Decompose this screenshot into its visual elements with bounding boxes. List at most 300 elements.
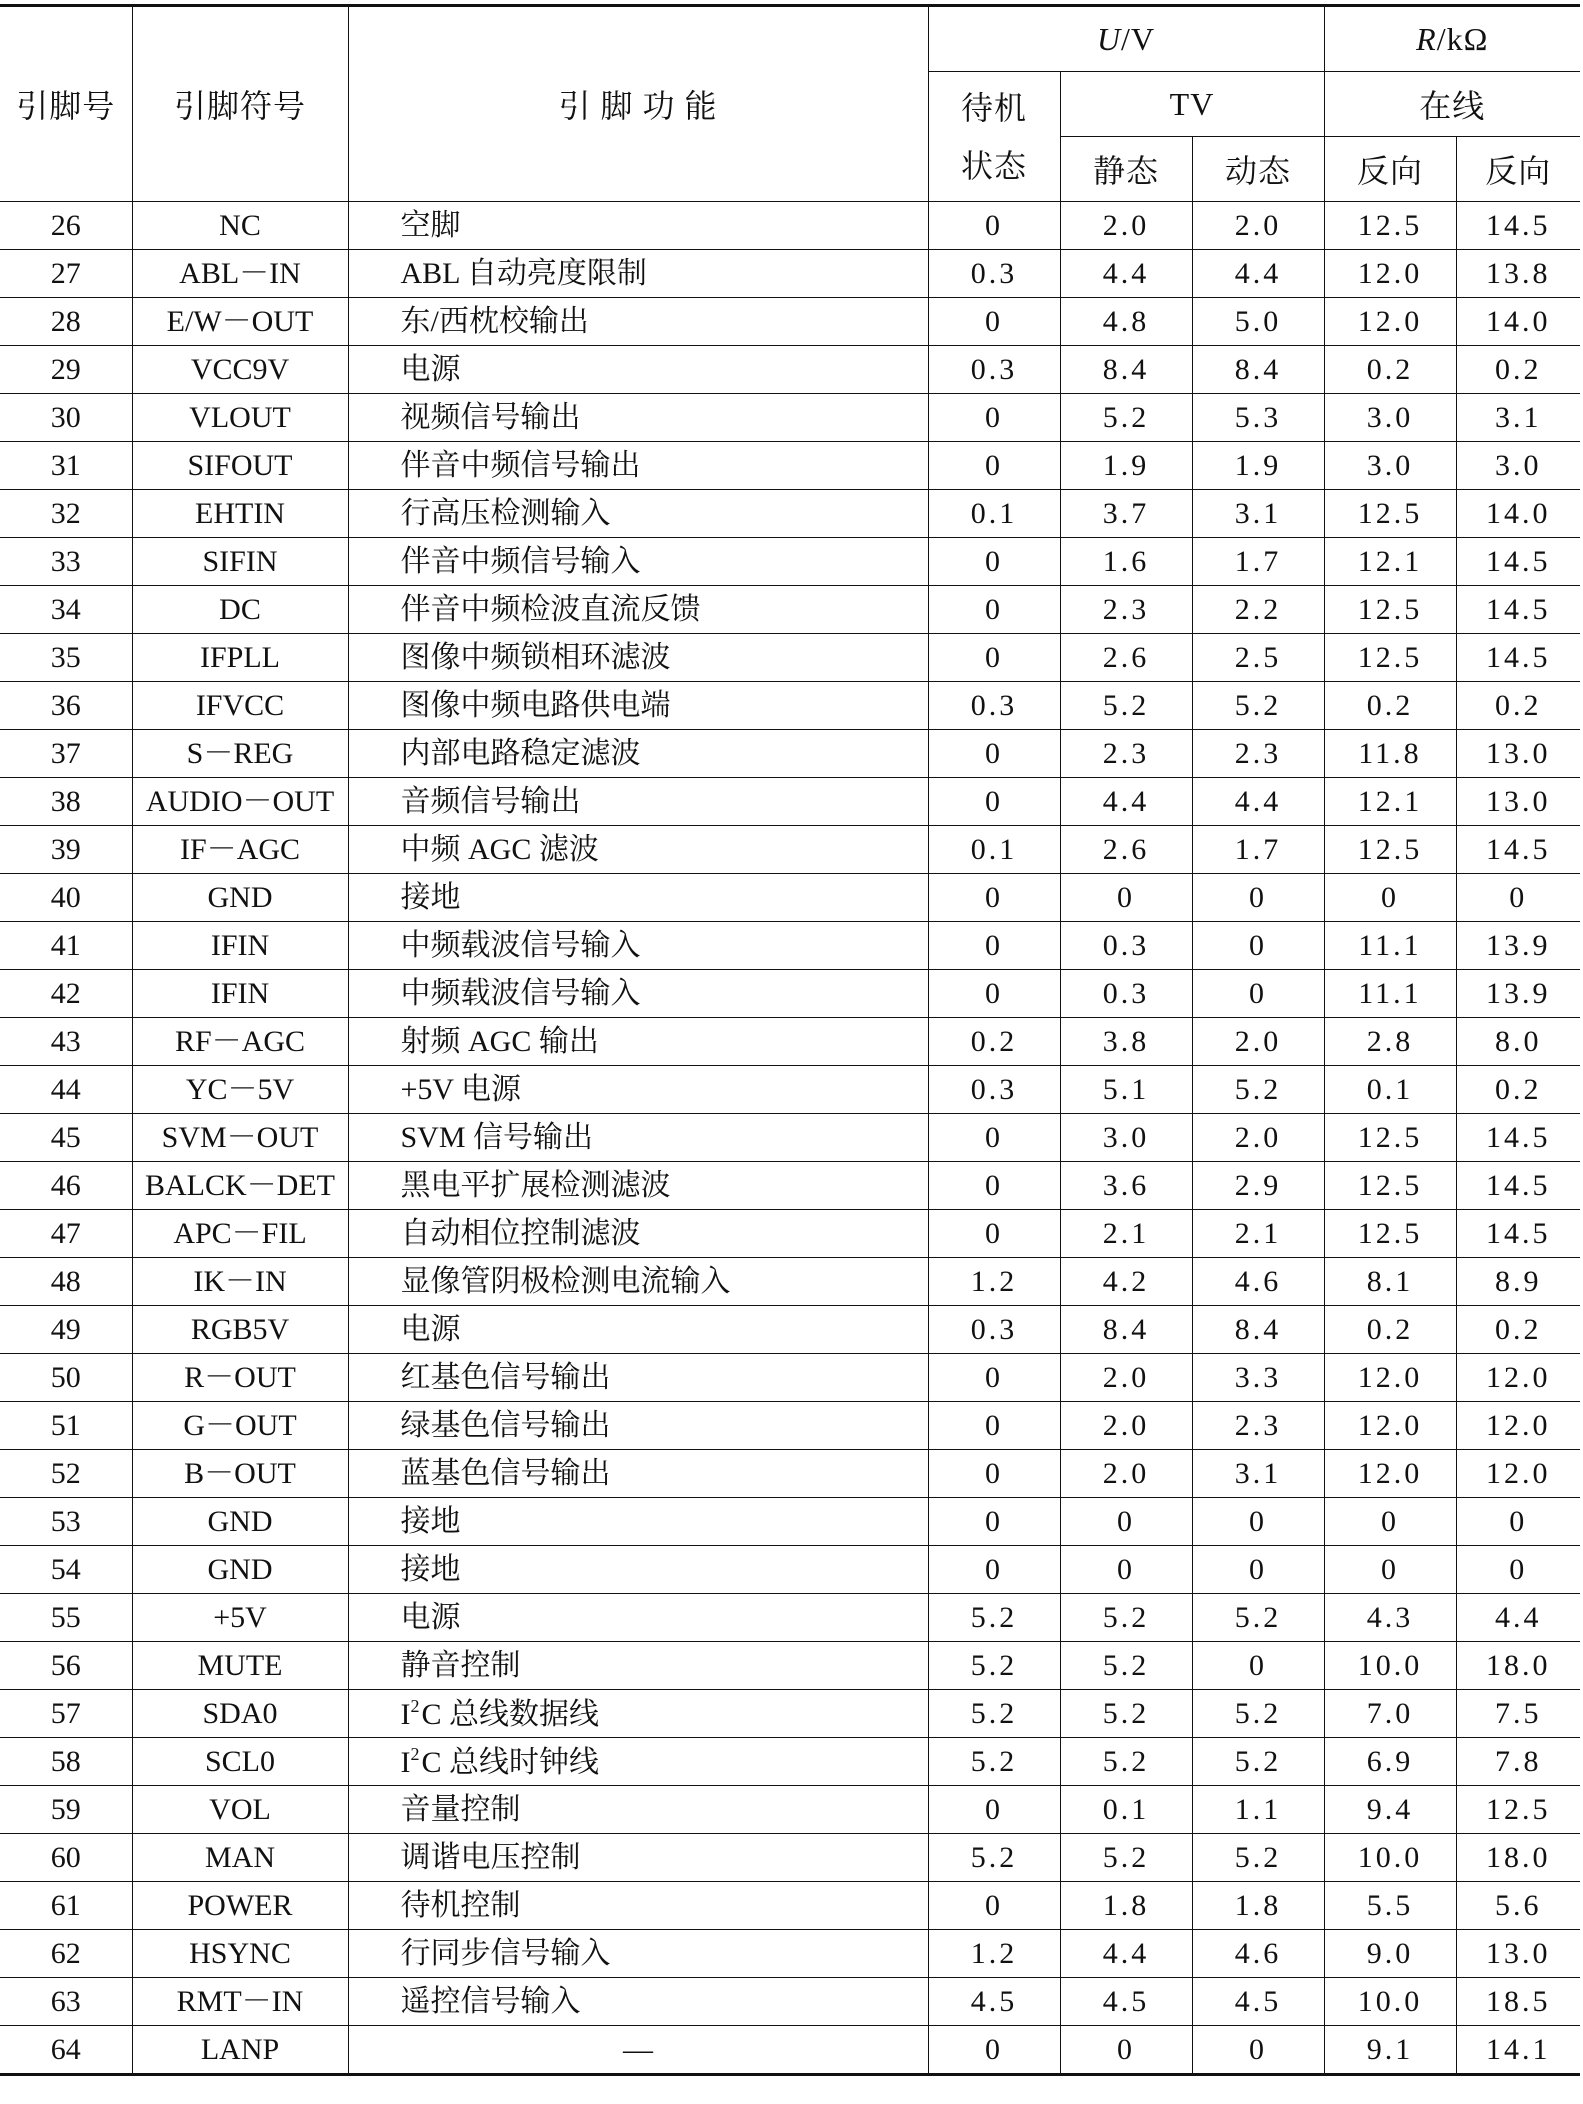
standby-voltage-cell: 0 [928, 1786, 1060, 1834]
pin-number-cell: 48 [0, 1258, 132, 1306]
standby-voltage-cell: 0 [928, 1498, 1060, 1546]
static-voltage-cell: 1.8 [1060, 1882, 1192, 1930]
pin-no-header: 引脚号 [0, 6, 132, 202]
pin-number-cell: 58 [0, 1738, 132, 1786]
function-text: 射频 AGC 输出 [400, 1024, 599, 1058]
reverse-resistance-cell-1: 12.5 [1324, 490, 1456, 538]
function-text: 行高压检测输入 [400, 496, 611, 530]
dynamic-voltage-cell: 1.7 [1192, 538, 1324, 586]
dynamic-voltage-cell: 0 [1192, 1642, 1324, 1690]
pin-number-cell: 37 [0, 730, 132, 778]
function-text: 音频信号输出 [400, 784, 581, 818]
pin-function-cell [348, 874, 928, 922]
pin-symbol-cell: RGB5V [132, 1306, 348, 1354]
dynamic-voltage-cell: 0 [1192, 970, 1324, 1018]
pin-symbol-cell: HSYNC [132, 1930, 348, 1978]
reverse-resistance-cell-1: 10.0 [1324, 1834, 1456, 1882]
pin-symbol-cell: IFIN [132, 970, 348, 1018]
reverse-resistance-cell-2: 14.5 [1456, 538, 1580, 586]
pin-number-cell: 28 [0, 298, 132, 346]
dynamic-voltage-cell: 2.0 [1192, 202, 1324, 250]
table-row [0, 346, 1580, 394]
dynamic-voltage-cell: 0 [1192, 922, 1324, 970]
pin-function-cell [348, 1114, 928, 1162]
function-text: 接地 [400, 1552, 461, 1586]
static-voltage-cell: 5.2 [1060, 1738, 1192, 1786]
pin-symbol-cell: SIFIN [132, 538, 348, 586]
pin-function-cell [348, 682, 928, 730]
pin-symbol-cell: GND [132, 1546, 348, 1594]
table-row [0, 1738, 1580, 1786]
pin-function-cell [348, 1546, 928, 1594]
function-text: +5V 电源 [400, 1072, 522, 1106]
reverse-resistance-cell-2: 13.0 [1456, 778, 1580, 826]
pin-function-cell [348, 538, 928, 586]
pin-number-cell: 47 [0, 1210, 132, 1258]
pin-symbol-cell: IK－IN [132, 1258, 348, 1306]
pin-number-cell: 50 [0, 1354, 132, 1402]
function-text: 中频 AGC 滤波 [400, 832, 599, 866]
reverse-resistance-cell-1: 2.8 [1324, 1018, 1456, 1066]
table-row [0, 1690, 1580, 1738]
static-voltage-cell: 3.8 [1060, 1018, 1192, 1066]
function-text: 中频载波信号输入 [400, 928, 641, 962]
pin-function-cell [348, 1978, 928, 2026]
pin-function-cell [348, 586, 928, 634]
standby-voltage-cell: 0 [928, 1210, 1060, 1258]
dynamic-voltage-cell: 3.3 [1192, 1354, 1324, 1402]
pin-number-cell: 55 [0, 1594, 132, 1642]
pin-symbol-header: 引脚符号 [132, 6, 348, 202]
pin-function-cell [348, 1498, 928, 1546]
pin-function-cell [348, 634, 928, 682]
reverse-resistance-cell-1: 12.5 [1324, 826, 1456, 874]
reverse-resistance-cell-2: 0.2 [1456, 346, 1580, 394]
reverse-resistance-cell-2: 0.2 [1456, 1306, 1580, 1354]
function-text: 伴音中频信号输出 [400, 448, 641, 482]
dynamic-voltage-cell: 5.2 [1192, 1690, 1324, 1738]
standby-voltage-cell: 0 [928, 970, 1060, 1018]
pin-symbol-cell: IFIN [132, 922, 348, 970]
pin-symbol-cell: IFPLL [132, 634, 348, 682]
static-voltage-cell: 5.2 [1060, 1594, 1192, 1642]
standby-voltage-cell: 5.2 [928, 1594, 1060, 1642]
reverse-resistance-cell-1: 11.1 [1324, 922, 1456, 970]
reverse-resistance-cell-2: 14.5 [1456, 586, 1580, 634]
table-row [0, 1066, 1580, 1114]
reverse-resistance-cell-1: 7.0 [1324, 1690, 1456, 1738]
static-voltage-cell: 4.5 [1060, 1978, 1192, 2026]
reverse-resistance-cell-1: 0.2 [1324, 346, 1456, 394]
function-prefix: I [400, 1698, 411, 1731]
dynamic-voltage-cell: 1.7 [1192, 826, 1324, 874]
function-text: 音量控制 [400, 1792, 521, 1826]
function-prefix: I [400, 1746, 411, 1779]
dynamic-voltage-cell: 5.0 [1192, 298, 1324, 346]
dynamic-voltage-cell: 4.5 [1192, 1978, 1324, 2026]
dynamic-voltage-cell: 4.4 [1192, 778, 1324, 826]
table-row [0, 682, 1580, 730]
static-voltage-cell: 2.0 [1060, 1450, 1192, 1498]
reverse-resistance-cell-2: 12.0 [1456, 1354, 1580, 1402]
reverse-resistance-cell-2: 14.0 [1456, 490, 1580, 538]
pin-function-cell [348, 730, 928, 778]
pin-number-cell: 30 [0, 394, 132, 442]
dynamic-voltage-cell: 0 [1192, 874, 1324, 922]
function-text: ABL 自动亮度限制 [400, 256, 647, 290]
standby-voltage-cell: 0 [928, 202, 1060, 250]
standby-voltage-cell: 0 [928, 634, 1060, 682]
function-text: 中频载波信号输入 [400, 976, 641, 1010]
reverse-resistance-cell-1: 12.0 [1324, 1450, 1456, 1498]
reverse-header-2: 反向 [1456, 137, 1580, 202]
dynamic-voltage-cell: 1.9 [1192, 442, 1324, 490]
pin-number-cell: 33 [0, 538, 132, 586]
reverse-resistance-cell-1: 0.1 [1324, 1066, 1456, 1114]
pin-symbol-cell: AUDIO－OUT [132, 778, 348, 826]
reverse-resistance-cell-2: 0 [1456, 1498, 1580, 1546]
reverse-resistance-cell-1: 0 [1324, 1498, 1456, 1546]
pin-number-cell: 36 [0, 682, 132, 730]
pin-number-cell: 29 [0, 346, 132, 394]
pin-function-cell [348, 1018, 928, 1066]
pin-symbol-cell: RF－AGC [132, 1018, 348, 1066]
pin-function-cell [348, 1258, 928, 1306]
pin-function-header: 引 脚 功 能 [348, 6, 928, 202]
pin-function-cell [348, 394, 928, 442]
dynamic-voltage-cell: 5.2 [1192, 1066, 1324, 1114]
pin-function-cell [348, 1642, 928, 1690]
function-text: C 总线时钟线 [421, 1746, 600, 1779]
pin-number-cell: 45 [0, 1114, 132, 1162]
reverse-resistance-cell-1: 12.0 [1324, 250, 1456, 298]
pin-symbol-cell: R－OUT [132, 1354, 348, 1402]
dynamic-voltage-cell: 0 [1192, 2026, 1324, 2075]
standby-voltage-cell: 0.3 [928, 682, 1060, 730]
function-text: 电源 [400, 352, 461, 386]
static-voltage-cell: 4.4 [1060, 1930, 1192, 1978]
function-text: 接地 [400, 1504, 461, 1538]
pin-function-cell [348, 1210, 928, 1258]
pin-function-cell [348, 442, 928, 490]
pin-number-cell: 57 [0, 1690, 132, 1738]
reverse-resistance-cell-1: 12.5 [1324, 1162, 1456, 1210]
standby-voltage-cell: 0 [928, 1162, 1060, 1210]
dynamic-voltage-cell: 4.6 [1192, 1258, 1324, 1306]
dynamic-voltage-cell: 4.4 [1192, 250, 1324, 298]
reverse-resistance-cell-2: 7.5 [1456, 1690, 1580, 1738]
dynamic-voltage-cell: 5.3 [1192, 394, 1324, 442]
pin-function-cell [348, 1930, 928, 1978]
table-row [0, 1162, 1580, 1210]
standby-voltage-cell: 0 [928, 2026, 1060, 2075]
reverse-resistance-cell-1: 5.5 [1324, 1882, 1456, 1930]
table-row [0, 1930, 1580, 1978]
pin-number-cell: 27 [0, 250, 132, 298]
reverse-resistance-cell-2: 7.8 [1456, 1738, 1580, 1786]
standby-voltage-cell: 4.5 [928, 1978, 1060, 2026]
static-voltage-cell: 5.2 [1060, 682, 1192, 730]
reverse-resistance-cell-2: 14.5 [1456, 634, 1580, 682]
standby-voltage-cell: 0.3 [928, 250, 1060, 298]
pin-number-cell: 43 [0, 1018, 132, 1066]
pin-number-cell: 42 [0, 970, 132, 1018]
reverse-resistance-cell-1: 6.9 [1324, 1738, 1456, 1786]
table-row [0, 874, 1580, 922]
dynamic-voltage-cell: 5.2 [1192, 682, 1324, 730]
pin-function-cell [348, 922, 928, 970]
static-header: 静态 [1060, 137, 1192, 202]
table-row [0, 1786, 1580, 1834]
function-text: 黑电平扩展检测滤波 [400, 1168, 671, 1202]
table-row [0, 1210, 1580, 1258]
reverse-resistance-cell-1: 12.1 [1324, 778, 1456, 826]
static-voltage-cell: 2.0 [1060, 1402, 1192, 1450]
reverse-resistance-cell-2: 14.5 [1456, 826, 1580, 874]
table-row [0, 1258, 1580, 1306]
pin-function-cell [348, 202, 928, 250]
table-row [0, 634, 1580, 682]
standby-voltage-cell: 5.2 [928, 1642, 1060, 1690]
table-row [0, 1498, 1580, 1546]
pin-function-cell [348, 1594, 928, 1642]
pin-symbol-cell: EHTIN [132, 490, 348, 538]
pin-number-cell: 62 [0, 1930, 132, 1978]
static-voltage-cell: 5.2 [1060, 394, 1192, 442]
pin-function-cell [348, 970, 928, 1018]
function-text: 红基色信号输出 [400, 1360, 611, 1394]
reverse-resistance-cell-1: 8.1 [1324, 1258, 1456, 1306]
table-row [0, 1018, 1580, 1066]
pin-symbol-cell: IFVCC [132, 682, 348, 730]
standby-voltage-cell: 5.2 [928, 1690, 1060, 1738]
dynamic-voltage-cell: 2.5 [1192, 634, 1324, 682]
reverse-resistance-cell-2: 0 [1456, 874, 1580, 922]
reverse-resistance-cell-1: 12.5 [1324, 586, 1456, 634]
pin-function-cell [348, 826, 928, 874]
pin-symbol-cell: SDA0 [132, 1690, 348, 1738]
dynamic-voltage-cell: 2.2 [1192, 586, 1324, 634]
standby-voltage-cell: 0 [928, 778, 1060, 826]
function-text: 绿基色信号输出 [400, 1408, 611, 1442]
standby-voltage-cell: 0.3 [928, 1306, 1060, 1354]
static-voltage-cell: 4.2 [1060, 1258, 1192, 1306]
function-text: 行同步信号输入 [400, 1936, 611, 1970]
dynamic-voltage-cell: 2.0 [1192, 1114, 1324, 1162]
reverse-resistance-cell-2: 8.0 [1456, 1018, 1580, 1066]
standby-voltage-cell: 0 [928, 730, 1060, 778]
pin-number-cell: 31 [0, 442, 132, 490]
pin-symbol-cell: E/W－OUT [132, 298, 348, 346]
pin-symbol-cell: +5V [132, 1594, 348, 1642]
reverse-resistance-cell-2: 18.0 [1456, 1834, 1580, 1882]
tv-header: TV [1060, 72, 1324, 137]
function-text: C 总线数据线 [421, 1698, 600, 1731]
table-row [0, 826, 1580, 874]
static-voltage-cell: 0 [1060, 874, 1192, 922]
static-voltage-cell: 2.3 [1060, 730, 1192, 778]
static-voltage-cell: 2.3 [1060, 586, 1192, 634]
function-text: 伴音中频检波直流反馈 [400, 592, 701, 626]
pin-symbol-cell: G－OUT [132, 1402, 348, 1450]
table-body [0, 202, 1580, 2075]
pin-symbol-cell: MAN [132, 1834, 348, 1882]
function-text: 图像中频锁相环滤波 [400, 640, 671, 674]
table-row [0, 1546, 1580, 1594]
pin-symbol-cell: ABL－IN [132, 250, 348, 298]
pin-symbol-cell: APC－FIL [132, 1210, 348, 1258]
pin-symbol-cell: SCL0 [132, 1738, 348, 1786]
static-voltage-cell: 4.4 [1060, 250, 1192, 298]
table-row [0, 490, 1580, 538]
pin-symbol-cell: IF－AGC [132, 826, 348, 874]
pin-function-cell [348, 1690, 928, 1738]
pin-number-cell: 35 [0, 634, 132, 682]
reverse-resistance-cell-1: 12.5 [1324, 634, 1456, 682]
standby-voltage-cell: 0 [928, 298, 1060, 346]
reverse-resistance-cell-1: 12.5 [1324, 202, 1456, 250]
dynamic-voltage-cell: 1.1 [1192, 1786, 1324, 1834]
static-voltage-cell: 4.4 [1060, 778, 1192, 826]
reverse-resistance-cell-1: 12.0 [1324, 1354, 1456, 1402]
reverse-resistance-cell-2: 13.9 [1456, 970, 1580, 1018]
static-voltage-cell: 0.1 [1060, 1786, 1192, 1834]
pin-symbol-cell: DC [132, 586, 348, 634]
pin-number-cell: 52 [0, 1450, 132, 1498]
standby-voltage-cell: 1.2 [928, 1930, 1060, 1978]
pin-number-cell: 51 [0, 1402, 132, 1450]
pin-function-cell [348, 1066, 928, 1114]
standby-voltage-cell: 1.2 [928, 1258, 1060, 1306]
reverse-resistance-cell-1: 0 [1324, 1546, 1456, 1594]
reverse-resistance-cell-1: 12.5 [1324, 1210, 1456, 1258]
function-text: 电源 [400, 1312, 461, 1346]
dynamic-voltage-cell: 2.3 [1192, 1402, 1324, 1450]
pin-function-cell [348, 1738, 928, 1786]
pin-number-cell: 60 [0, 1834, 132, 1882]
pin-number-cell: 41 [0, 922, 132, 970]
function-text: 遥控信号输入 [400, 1984, 581, 2018]
standby-voltage-cell: 0 [928, 874, 1060, 922]
standby-voltage-cell: 0.1 [928, 490, 1060, 538]
online-header: 在线 [1324, 72, 1580, 137]
function-text: 图像中频电路供电端 [400, 688, 671, 722]
dynamic-voltage-cell: 8.4 [1192, 346, 1324, 394]
pin-number-cell: 38 [0, 778, 132, 826]
pin-number-cell: 34 [0, 586, 132, 634]
dynamic-voltage-cell: 0 [1192, 1546, 1324, 1594]
pin-number-cell: 61 [0, 1882, 132, 1930]
standby-voltage-cell: 0 [928, 394, 1060, 442]
static-voltage-cell: 2.0 [1060, 202, 1192, 250]
dynamic-voltage-cell: 2.0 [1192, 1018, 1324, 1066]
pin-function-cell [348, 1354, 928, 1402]
pin-symbol-cell: MUTE [132, 1642, 348, 1690]
reverse-resistance-cell-1: 11.8 [1324, 730, 1456, 778]
table-row [0, 1882, 1580, 1930]
pin-symbol-cell: GND [132, 874, 348, 922]
static-voltage-cell: 0.3 [1060, 970, 1192, 1018]
dynamic-voltage-cell: 8.4 [1192, 1306, 1324, 1354]
reverse-resistance-cell-1: 9.1 [1324, 2026, 1456, 2075]
reverse-resistance-cell-2: 14.5 [1456, 1210, 1580, 1258]
reverse-resistance-cell-2: 8.9 [1456, 1258, 1580, 1306]
reverse-resistance-cell-1: 11.1 [1324, 970, 1456, 1018]
static-voltage-cell: 2.6 [1060, 826, 1192, 874]
standby-voltage-cell: 0 [928, 1546, 1060, 1594]
reverse-resistance-cell-2: 18.0 [1456, 1642, 1580, 1690]
standby-voltage-cell: 0 [928, 586, 1060, 634]
table-row [0, 1978, 1580, 2026]
pin-number-cell: 44 [0, 1066, 132, 1114]
reverse-resistance-cell-2: 0.2 [1456, 1066, 1580, 1114]
standby-voltage-cell: 0 [928, 1114, 1060, 1162]
standby-voltage-cell: 0 [928, 1354, 1060, 1402]
reverse-resistance-cell-1: 4.3 [1324, 1594, 1456, 1642]
table-row [0, 586, 1580, 634]
pin-symbol-cell: SVM－OUT [132, 1114, 348, 1162]
static-voltage-cell: 0 [1060, 1546, 1192, 1594]
resistance-header: R/kΩ [1324, 6, 1580, 72]
reverse-resistance-cell-1: 9.4 [1324, 1786, 1456, 1834]
dynamic-voltage-cell: 3.1 [1192, 490, 1324, 538]
standby-voltage-cell: 0.1 [928, 826, 1060, 874]
pin-function-cell [348, 2026, 928, 2075]
table-row [0, 970, 1580, 1018]
pin-number-cell: 26 [0, 202, 132, 250]
dynamic-header: 动态 [1192, 137, 1324, 202]
table-row [0, 202, 1580, 250]
static-voltage-cell: 5.2 [1060, 1834, 1192, 1882]
dynamic-voltage-cell: 3.1 [1192, 1450, 1324, 1498]
standby-voltage-cell: 0.2 [928, 1018, 1060, 1066]
reverse-resistance-cell-1: 12.0 [1324, 298, 1456, 346]
reverse-resistance-cell-2: 14.5 [1456, 202, 1580, 250]
static-voltage-cell: 5.2 [1060, 1642, 1192, 1690]
pin-symbol-cell: LANP [132, 2026, 348, 2075]
static-voltage-cell: 1.9 [1060, 442, 1192, 490]
reverse-resistance-cell-1: 3.0 [1324, 394, 1456, 442]
reverse-resistance-cell-2: 13.0 [1456, 730, 1580, 778]
reverse-resistance-cell-2: 14.5 [1456, 1162, 1580, 1210]
pin-function-cell [348, 778, 928, 826]
table-header [0, 6, 1580, 202]
reverse-resistance-cell-2: 14.1 [1456, 2026, 1580, 2075]
function-text: 显像管阴极检测电流输入 [400, 1264, 731, 1298]
pin-symbol-cell: VCC9V [132, 346, 348, 394]
pin-number-cell: 32 [0, 490, 132, 538]
voltage-header: U/V [928, 6, 1324, 72]
standby-voltage-cell: 5.2 [928, 1738, 1060, 1786]
static-voltage-cell: 4.8 [1060, 298, 1192, 346]
function-text: 待机控制 [400, 1888, 521, 1922]
table-row [0, 394, 1580, 442]
pin-symbol-cell: RMT－IN [132, 1978, 348, 2026]
standby-voltage-cell: 0 [928, 538, 1060, 586]
pin-number-cell: 40 [0, 874, 132, 922]
reverse-resistance-cell-1: 12.5 [1324, 1114, 1456, 1162]
reverse-resistance-cell-2: 13.9 [1456, 922, 1580, 970]
pin-function-cell [348, 490, 928, 538]
table-row [0, 1450, 1580, 1498]
pin-function-cell [348, 250, 928, 298]
dynamic-voltage-cell: 2.1 [1192, 1210, 1324, 1258]
dynamic-voltage-cell: 5.2 [1192, 1834, 1324, 1882]
reverse-resistance-cell-2: 13.8 [1456, 250, 1580, 298]
standby-voltage-cell: 0 [928, 442, 1060, 490]
pin-symbol-cell: VOL [132, 1786, 348, 1834]
reverse-resistance-cell-2: 12.0 [1456, 1450, 1580, 1498]
